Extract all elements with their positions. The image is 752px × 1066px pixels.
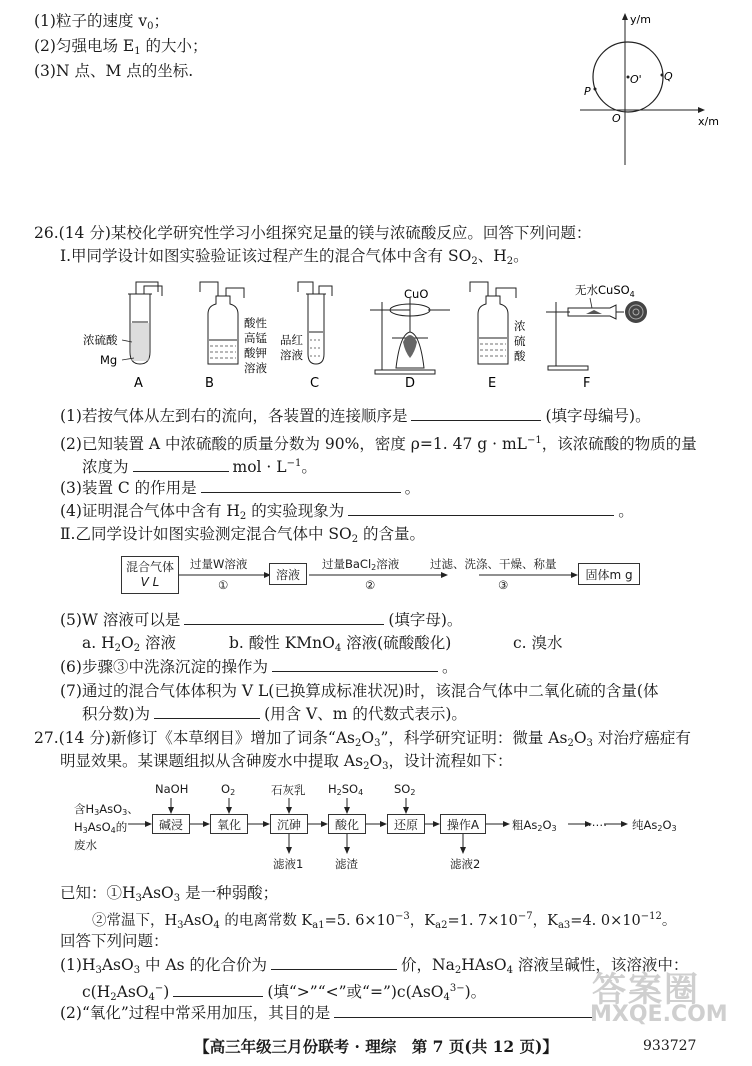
watermark-url: MXQE.COM: [590, 1002, 728, 1027]
flow-step2: ②: [365, 578, 376, 592]
flow-arrow1-label: 过量W溶液: [190, 557, 248, 571]
footer-code: 933727: [643, 1038, 697, 1054]
q26-s4: (4)证明混合气体中含有 $H_2$ 的实验现象为 。: [60, 502, 634, 522]
known-1: 已知：$①H_3AsO_3$ 是一种弱酸；: [60, 884, 279, 904]
option-a: a. $H_2O_2$ 溶液: [82, 634, 177, 654]
flow-box-solid: 固体m g: [578, 563, 640, 585]
q26-s1: (1)若按气体从左到右的流向，各装置的连接顺序是 (填字母编号)。: [60, 407, 651, 425]
label-e-1: 硫: [514, 334, 526, 348]
label-c-1: 溶液: [280, 348, 303, 362]
question-2: (2)匀强电场 $E_1$ 的大小；: [34, 37, 208, 57]
pure-product: 纯As2O3: [632, 818, 677, 833]
y-axis-label: y/m: [630, 13, 651, 26]
reagent-lime: 石灰乳: [271, 783, 306, 797]
blank-a1[interactable]: [271, 954, 397, 970]
known-2: ②常温下，$H_3AsO_4$ 的电离常数 $K_{a1}=5$. $6\times 10^{-3}$，$K_{a2}=1$. $7\times 10^{-7}$，$K_{a3}=4$. $0\times 10^{-12}$。: [92, 911, 677, 931]
output-residue: 滤渣: [335, 857, 358, 871]
answer-prompt: 回答下列问题：: [60, 932, 169, 950]
step-acidify: 酸化: [328, 814, 366, 834]
reagent-h2so4: H2SO4: [328, 782, 364, 797]
letter-e: E: [488, 376, 497, 391]
process-dots: ……: [584, 815, 607, 829]
q26-s2b: 浓度为 mol · $L^{-1}$。: [82, 458, 317, 476]
letter-c: C: [310, 376, 320, 391]
letter-b: B: [205, 376, 214, 391]
origin-label: O: [612, 112, 621, 125]
coordinate-figure: [570, 5, 730, 170]
q26-part1: Ⅰ.甲同学设计如图实验验证该过程产生的混合气体中含有 $SO_2$、$H_2$。: [60, 247, 529, 267]
question-3: (3)N 点、M 点的坐标.: [34, 62, 194, 80]
letter-f: F: [583, 376, 591, 391]
blank-s7[interactable]: [154, 703, 260, 719]
flow-step3: ③: [498, 578, 509, 592]
blank-s1[interactable]: [411, 405, 541, 421]
q26-s5: (5)W 溶液可以是 (填字母)。: [60, 611, 463, 629]
step-precipitate: 沉砷: [270, 814, 308, 834]
blank-s6[interactable]: [272, 656, 438, 672]
q26-header: 26.(14 分)某校化学研究性学习小组探究足量的镁与浓硫酸反应。回答下列问题：: [34, 224, 592, 242]
q27-a2: (2)“氧化”过程中常采用加压，其目的是: [60, 1002, 598, 1024]
question-1: (1)粒子的速度 $v_0$；: [34, 12, 170, 32]
label-e-2: 酸: [514, 349, 526, 363]
label-b-3: 溶液: [244, 361, 267, 375]
flow-step1: ①: [218, 578, 229, 592]
point-q-label: Q: [664, 70, 673, 83]
reagent-so2: SO2: [394, 782, 416, 797]
flow-arrow3-label: 过滤、洗涤、干燥、称量: [430, 557, 557, 571]
q26-s7b: 积分数)为 (用含 V、m 的代数式表示)。: [82, 705, 467, 723]
label-c-0: 品红: [280, 333, 303, 347]
flow-arrow2-label: 过量BaCl2溶液: [322, 557, 400, 572]
reagent-naoh: NaOH: [155, 782, 189, 796]
output-filtrate2: 滤液2: [450, 857, 481, 871]
output-filtrate1: 滤液1: [273, 857, 304, 871]
q27-a1: $(1)H_3AsO_3$ 中 As 的化合价为 价，$Na_2HAsO_4$ 溶液呈碱性，该溶液中：: [60, 956, 689, 976]
q27-line2: 明显效果。某课题组拟从含砷废水中提取 $As_2O_3$，设计流程如下：: [60, 752, 513, 772]
q26-part2: Ⅱ.乙同学设计如图实验测定混合气体中 $SO_2$ 的含量。: [60, 525, 426, 545]
label-e-0: 浓: [514, 319, 526, 333]
blank-s3[interactable]: [201, 477, 401, 493]
q27-header: 27.(14 分)新修订《本草纲目》增加了词条“$As_2O_3$”，科学研究证明：微量 $As_2O_3$ 对治疗癌症有: [34, 729, 691, 749]
q26-s6: (6)步骤③中洗涤沉淀的操作为 。: [60, 658, 458, 676]
label-f: 无水CuSO$_4$: [575, 283, 635, 299]
blank-s4[interactable]: [348, 500, 614, 516]
reagent-o2: O2: [221, 782, 236, 797]
blank-a2[interactable]: [334, 1002, 594, 1018]
watermark-logo: 答案圈: [592, 970, 700, 1010]
blank-s5[interactable]: [184, 609, 384, 625]
option-c: c. 溴水: [513, 634, 563, 652]
label-d-cuo: CuO: [404, 287, 429, 301]
blank-s2[interactable]: [133, 456, 229, 472]
blank-a1b[interactable]: [173, 981, 263, 997]
step-alkali-leach: 碱浸: [152, 814, 190, 834]
q27-a1b: $c(H_2AsO_4^-)$ (填“>”“<”或“=”)c(AsO$_4^{3-}$)。: [82, 983, 487, 1003]
letter-a: A: [134, 376, 143, 391]
letter-d: D: [405, 376, 416, 391]
point-p-label: P: [584, 85, 591, 98]
flow-box-solution: 溶液: [269, 563, 307, 585]
label-a-acid: 浓硫酸: [83, 333, 118, 347]
apparatus-diagram: [70, 272, 670, 394]
step-oxidize: 氧化: [210, 814, 248, 834]
flow-box-gas: 混合气体 V L: [121, 556, 179, 594]
page-footer: 【高三年级三月份联考 · 理综 第 7 页(共 12 页)】: [194, 1037, 558, 1056]
crude-product: 粗As2O3: [512, 818, 557, 833]
q26-s7: (7)通过的混合气体体积为 V L(已换算成标准状况)时，该混合气体中二氧化硫的含量(体: [60, 682, 659, 700]
step-operation-a: 操作A: [440, 814, 486, 834]
option-b: b. 酸性 KMnO$_4$ 溶液(硫酸酸化): [229, 634, 452, 654]
x-axis-label: x/m: [698, 115, 719, 128]
label-b-1: 高锰: [244, 331, 267, 345]
label-b-0: 酸性: [244, 316, 267, 330]
q26-s3: (3)装置 C 的作用是 。: [60, 479, 421, 497]
label-b-2: 酸钾: [244, 346, 267, 360]
step-reduce: 还原: [387, 814, 425, 834]
process-feed: 含H3AsO3、 H3AsO4的 废水: [74, 802, 139, 852]
center-label: O': [630, 73, 642, 86]
label-a-mg: Mg: [100, 353, 118, 367]
q26-s2: (2)已知装置 A 中浓硫酸的质量分数为 90%，密度 ρ=1. 47 $g \cdot mL^{-1}$，该浓硫酸的物质的量: [60, 435, 697, 453]
